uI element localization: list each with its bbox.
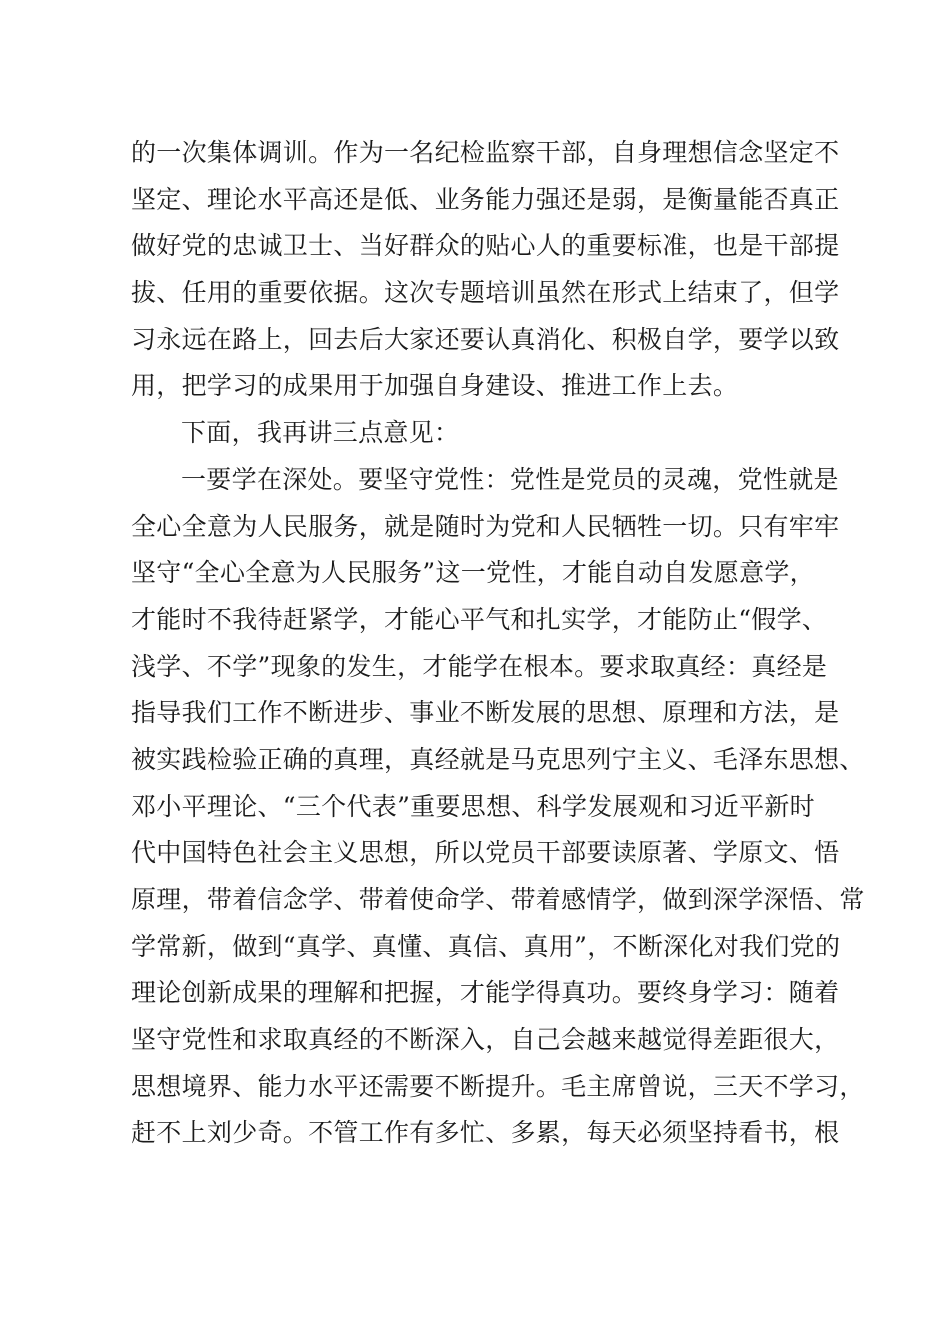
body-text	[131, 130, 865, 1157]
text-line: 指导我们工作不断进步、事业不断发展的思想、原理和方法，是	[131, 698, 840, 728]
text-line: 用，把学习的成果用于加强自身建设、推进工作上去。	[131, 371, 739, 401]
text-line: 坚守党性和求取真经的不断深入，自己会越来越觉得差距很大，	[131, 1025, 840, 1055]
text-line: 理论创新成果的理解和把握，才能学得真功。要终身学习：随着	[131, 978, 840, 1008]
text-line: 学常新，做到“真学、真懂、真信、真用”，不断深化对我们党的	[131, 931, 841, 961]
text-line: 被实践检验正确的真理，真经就是马克思列宁主义、毛泽东思想、	[131, 744, 865, 774]
text-line: 习永远在路上，回去后大家还要认真消化、积极自学，要学以致	[131, 324, 840, 354]
text-line: 才能时不我待赶紧学，才能心平气和扎实学，才能防止“假学、	[131, 604, 828, 634]
text-line: 赶不上刘少奇。不管工作有多忙、多累，每天必须坚持看书，根	[131, 1118, 840, 1148]
text-line: 下面，我再讲三点意见：	[181, 418, 460, 448]
text-line: 全心全意为人民服务，就是随时为党和人民牺牲一切。只有牢牢	[131, 511, 840, 541]
text-line: 代中国特色社会主义思想，所以党员干部要读原著、学原文、悟	[131, 838, 840, 868]
text-line: 思想境界、能力水平还需要不断提升。毛主席曾说，三天不学习，	[131, 1071, 865, 1101]
text-line: 原理，带着信念学、带着使命学、带着感情学，做到深学深悟、常	[131, 885, 865, 914]
text-line: 浅学、不学”现象的发生，才能学在根本。要求取真经：真经是	[131, 651, 828, 681]
text-line: 的一次集体调训。作为一名纪检监察干部，自身理想信念坚定不	[131, 138, 840, 167]
text-line: 做好党的忠诚卫士、当好群众的贴心人的重要标准，也是干部提	[131, 231, 840, 261]
text-line: 邓小平理论、“三个代表”重要思想、科学发展观和习近平新时	[131, 791, 815, 821]
text-line: 坚守“全心全意为人民服务”这一党性，才能自动自发愿意学，	[131, 558, 815, 588]
text-line: 坚定、理论水平高还是低、业务能力强还是弱，是衡量能否真正	[131, 184, 840, 214]
text-line: 拔、任用的重要依据。这次专题培训虽然在形式上结束了，但学	[131, 278, 840, 308]
text-line: 一要学在深处。要坚守党性：党性是党员的灵魂，党性就是	[181, 464, 839, 494]
